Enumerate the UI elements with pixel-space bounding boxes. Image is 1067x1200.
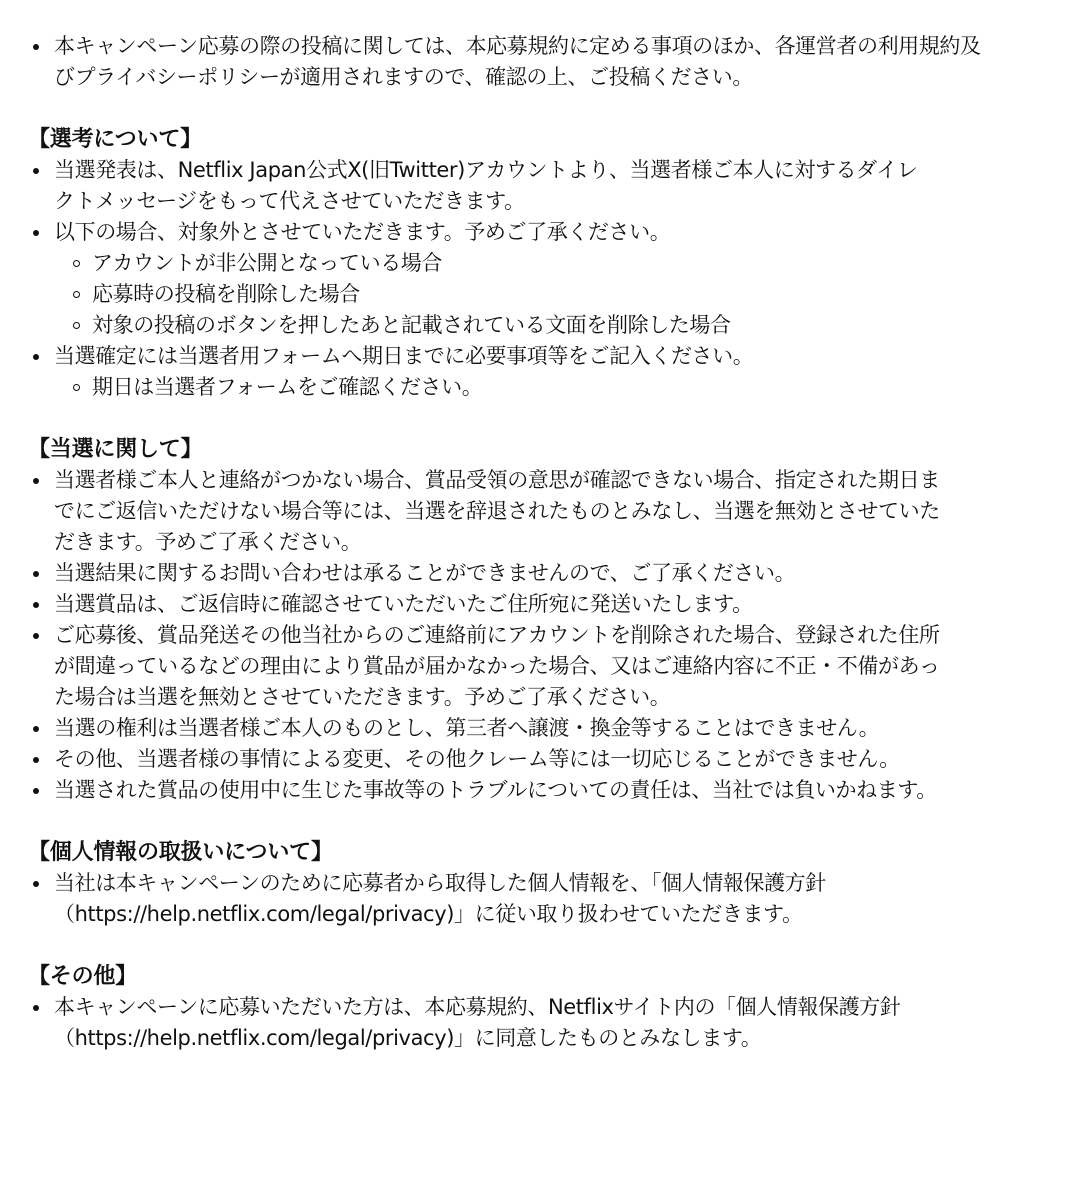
text-line: （https://help.netflix.com/legal/privacy)」に同意したものとみなします。 xyxy=(54,1026,762,1050)
text-line: でにご返信いただけない場合等には、当選を辞退されたものとみなし、当選を無効とさせていた xyxy=(54,499,940,523)
section-heading-privacy: 【個人情報の取扱いについて】 xyxy=(28,840,333,865)
list-item xyxy=(28,465,1027,558)
list-item xyxy=(28,589,1027,620)
text-line: その他、当選者様の事情による変更、その他クレーム等には一切応じることができません。 xyxy=(54,747,900,771)
text-line: 本キャンペーンに応募いただいた方は、本応募規約、Netflixサイト内の「個人情報保護方針 xyxy=(54,995,901,1019)
text-line: （https://help.netflix.com/legal/privacy)」に従い取り扱わせていただきます。 xyxy=(54,902,803,926)
text-line: た場合は当選を無効とさせていただきます。予めご了承ください。 xyxy=(54,685,671,709)
sub-list-item: 期日は当選者フォームをご確認ください。 xyxy=(54,372,1027,403)
list-item xyxy=(28,775,1027,806)
section-heading-other: 【その他】 xyxy=(28,964,138,989)
text-line: 当選された賞品の使用中に生じた事故等のトラブルについての責任は、当社では負いかねます。 xyxy=(54,778,937,802)
privacy-list xyxy=(28,868,1027,930)
list-item xyxy=(28,558,1027,589)
text-line: びプライバシーポリシーが適用されますので、確認の上、ご投稿ください。 xyxy=(54,65,753,89)
text-line: 当選確定には当選者用フォームへ期日までに必要事項等をご記入ください。 xyxy=(54,344,754,368)
list-item xyxy=(28,713,1027,744)
text-line: だきます。予めご了承ください。 xyxy=(54,530,362,554)
section-heading-winning: 【当選に関して】 xyxy=(28,437,203,462)
sub-list-item: アカウントが非公開となっている場合 xyxy=(54,248,1027,279)
list-item xyxy=(28,992,1027,1054)
text-line: 当選結果に関するお問い合わせは承ることができませんので、ご了承ください。 xyxy=(54,561,796,585)
text-line: が間違っているなどの理由により賞品が届かなかった場合、又はご連絡内容に不正・不備があっ xyxy=(54,654,940,678)
text-line: 以下の場合、対象外とさせていただきます。予めご了承ください。 xyxy=(54,220,671,244)
list-item xyxy=(28,744,1027,775)
selection-list xyxy=(28,155,1027,403)
text-line: 当選の権利は当選者様ご本人のものとし、第三者へ譲渡・換金等することはできません。 xyxy=(54,716,880,740)
winning-list xyxy=(28,465,1027,806)
text-line: ご応募後、賞品発送その他当社からのご連絡前にアカウントを削除された場合、登録された住所 xyxy=(54,623,940,647)
section-heading-selection: 【選考について】 xyxy=(28,127,202,152)
list-item xyxy=(28,341,1027,403)
sub-list xyxy=(54,248,1027,341)
list-item xyxy=(28,217,1027,341)
intro-list xyxy=(28,31,1027,93)
text-line: 当社は本キャンペーンのために応募者から取得した個人情報を、「個人情報保護方針 xyxy=(54,871,826,895)
text-line: 当選賞品は、ご返信時に確認させていただいたご住所宛に発送いたします。 xyxy=(54,592,753,616)
list-item xyxy=(28,155,1027,217)
text-line: 当選発表は、Netflix Japan公式X(旧Twitter)アカウントより、当選者様ご本人に対するダイレ xyxy=(54,158,918,182)
sub-list-item: 応募時の投稿を削除した場合 xyxy=(54,279,1027,310)
text-line: クトメッセージをもって代えさせていただきます。 xyxy=(54,189,525,213)
sub-list-item: 対象の投稿のボタンを押したあと記載されている文面を削除した場合 xyxy=(54,310,1027,341)
list-item xyxy=(28,620,1027,713)
text-line: 本キャンペーン応募の際の投稿に関しては、本応募規約に定める事項のほか、各運営者の利用規約及 xyxy=(54,34,981,58)
sub-list xyxy=(54,372,1027,403)
text-line: 当選者様ご本人と連絡がつかない場合、賞品受領の意思が確認できない場合、指定された期日ま xyxy=(54,468,940,492)
other-list xyxy=(28,992,1027,1054)
list-item xyxy=(28,31,1027,93)
list-item xyxy=(28,868,1027,930)
